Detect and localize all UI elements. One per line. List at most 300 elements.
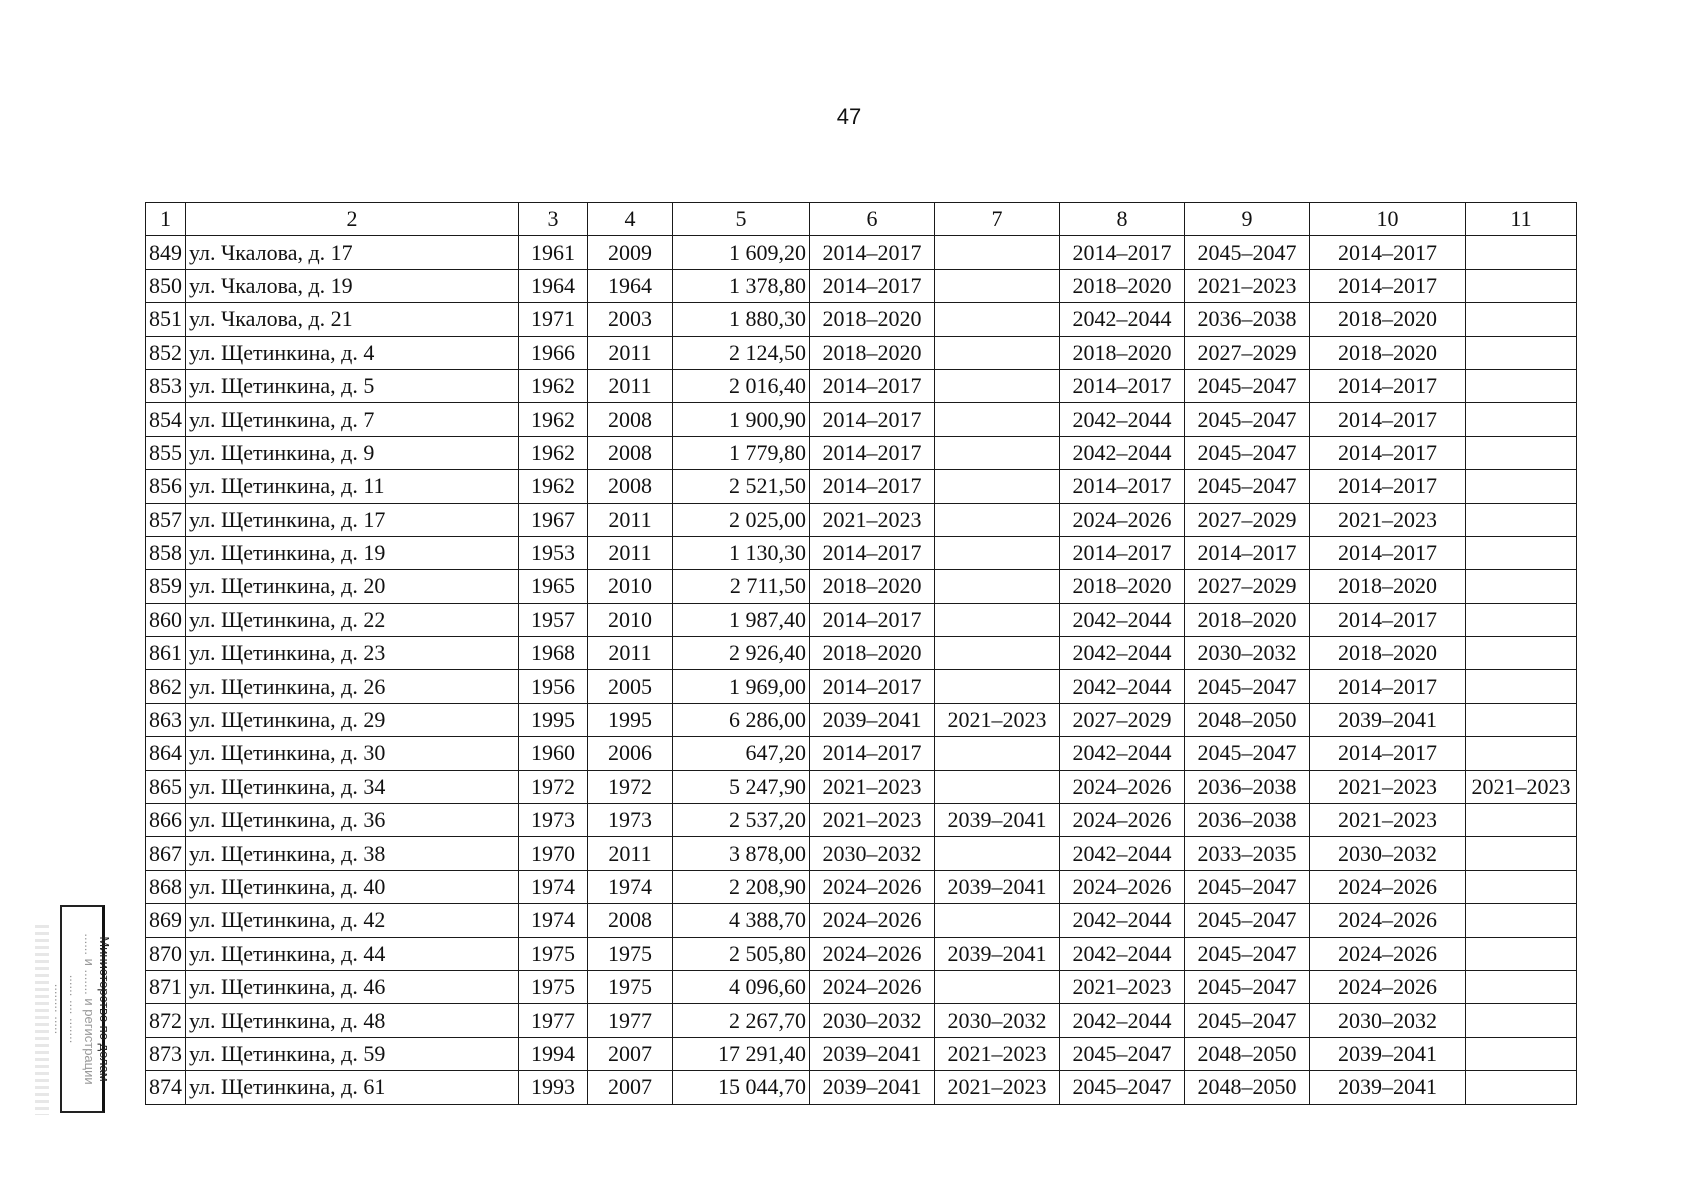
table-row bbox=[146, 303, 1577, 336]
cell-period-6: 2018–2020 bbox=[810, 637, 935, 670]
header-cell: 11 bbox=[1466, 203, 1577, 236]
cell-period-9: 2045–2047 bbox=[1185, 870, 1310, 903]
header-cell: 9 bbox=[1185, 203, 1310, 236]
cell-period-7: 2039–2041 bbox=[935, 937, 1060, 970]
cell-period-7 bbox=[935, 303, 1060, 336]
cell-period-10: 2014–2017 bbox=[1310, 470, 1466, 503]
cell-period-6: 2030–2032 bbox=[810, 1004, 935, 1037]
cell-period-8: 2024–2026 bbox=[1060, 870, 1185, 903]
table-row bbox=[146, 637, 1577, 670]
cell-row-number: 871 bbox=[146, 970, 186, 1003]
cell-row-number: 874 bbox=[146, 1071, 186, 1104]
cell-period-10: 2024–2026 bbox=[1310, 870, 1466, 903]
cell-period-9: 2045–2047 bbox=[1185, 737, 1310, 770]
cell-address: ул. Щетинкина, д. 40 bbox=[186, 870, 519, 903]
cell-period-10: 2039–2041 bbox=[1310, 1037, 1466, 1070]
cell-period-9: 2027–2029 bbox=[1185, 336, 1310, 369]
cell-repair-year: 2011 bbox=[588, 637, 673, 670]
cell-period-7 bbox=[935, 536, 1060, 569]
cell-period-9: 2045–2047 bbox=[1185, 970, 1310, 1003]
cell-period-11 bbox=[1466, 970, 1577, 1003]
cell-period-6: 2014–2017 bbox=[810, 603, 935, 636]
table-row bbox=[146, 403, 1577, 436]
cell-period-6: 2014–2017 bbox=[810, 403, 935, 436]
cell-period-6: 2014–2017 bbox=[810, 670, 935, 703]
cell-repair-year: 1975 bbox=[588, 970, 673, 1003]
cell-period-6: 2024–2026 bbox=[810, 937, 935, 970]
cell-build-year: 1956 bbox=[519, 670, 588, 703]
cell-period-7: 2039–2041 bbox=[935, 804, 1060, 837]
cell-period-11 bbox=[1466, 637, 1577, 670]
cell-period-8: 2018–2020 bbox=[1060, 336, 1185, 369]
cell-period-9: 2027–2029 bbox=[1185, 570, 1310, 603]
cell-period-9: 2045–2047 bbox=[1185, 937, 1310, 970]
cell-row-number: 863 bbox=[146, 703, 186, 736]
header-cell: 1 bbox=[146, 203, 186, 236]
cell-period-7 bbox=[935, 603, 1060, 636]
cell-address: ул. Щетинкина, д. 7 bbox=[186, 403, 519, 436]
cell-period-9: 2014–2017 bbox=[1185, 536, 1310, 569]
table-row bbox=[146, 470, 1577, 503]
cell-period-6: 2039–2041 bbox=[810, 703, 935, 736]
cell-area: 1 987,40 bbox=[673, 603, 810, 636]
cell-period-11 bbox=[1466, 470, 1577, 503]
cell-period-7 bbox=[935, 570, 1060, 603]
cell-period-11 bbox=[1466, 570, 1577, 603]
cell-period-10: 2014–2017 bbox=[1310, 737, 1466, 770]
table-row bbox=[146, 804, 1577, 837]
cell-period-11: 2021–2023 bbox=[1466, 770, 1577, 803]
cell-address: ул. Щетинкина, д. 11 bbox=[186, 470, 519, 503]
cell-area: 2 124,50 bbox=[673, 336, 810, 369]
cell-period-10: 2018–2020 bbox=[1310, 303, 1466, 336]
cell-repair-year: 2008 bbox=[588, 470, 673, 503]
cell-period-7 bbox=[935, 837, 1060, 870]
table-row bbox=[146, 737, 1577, 770]
cell-period-6: 2014–2017 bbox=[810, 436, 935, 469]
cell-period-9: 2036–2038 bbox=[1185, 303, 1310, 336]
cell-period-10: 2018–2020 bbox=[1310, 336, 1466, 369]
cell-period-7: 2030–2032 bbox=[935, 1004, 1060, 1037]
cell-period-8: 2042–2044 bbox=[1060, 1004, 1185, 1037]
cell-period-9: 2033–2035 bbox=[1185, 837, 1310, 870]
cell-build-year: 1974 bbox=[519, 870, 588, 903]
cell-area: 2 537,20 bbox=[673, 804, 810, 837]
cell-period-10: 2024–2026 bbox=[1310, 937, 1466, 970]
cell-row-number: 868 bbox=[146, 870, 186, 903]
cell-period-8: 2042–2044 bbox=[1060, 670, 1185, 703]
table-row bbox=[146, 503, 1577, 536]
table-row bbox=[146, 369, 1577, 402]
cell-period-6: 2024–2026 bbox=[810, 970, 935, 1003]
cell-area: 1 900,90 bbox=[673, 403, 810, 436]
cell-period-10: 2021–2023 bbox=[1310, 804, 1466, 837]
cell-period-6: 2018–2020 bbox=[810, 336, 935, 369]
cell-period-8: 2014–2017 bbox=[1060, 470, 1185, 503]
cell-row-number: 850 bbox=[146, 269, 186, 302]
cell-period-6: 2018–2020 bbox=[810, 570, 935, 603]
cell-period-8: 2014–2017 bbox=[1060, 236, 1185, 269]
cell-build-year: 1975 bbox=[519, 937, 588, 970]
cell-period-9: 2030–2032 bbox=[1185, 637, 1310, 670]
cell-area: 2 208,90 bbox=[673, 870, 810, 903]
cell-repair-year: 2008 bbox=[588, 403, 673, 436]
ministry-stamp bbox=[52, 905, 112, 1113]
header-cell: 8 bbox=[1060, 203, 1185, 236]
cell-period-6: 2021–2023 bbox=[810, 770, 935, 803]
cell-period-9: 2021–2023 bbox=[1185, 269, 1310, 302]
cell-area: 2 521,50 bbox=[673, 470, 810, 503]
cell-build-year: 1973 bbox=[519, 804, 588, 837]
cell-period-7 bbox=[935, 336, 1060, 369]
cell-period-7 bbox=[935, 470, 1060, 503]
cell-area: 3 878,00 bbox=[673, 837, 810, 870]
cell-period-9: 2036–2038 bbox=[1185, 804, 1310, 837]
cell-address: ул. Щетинкина, д. 29 bbox=[186, 703, 519, 736]
cell-period-11 bbox=[1466, 603, 1577, 636]
cell-build-year: 1962 bbox=[519, 369, 588, 402]
cell-period-7: 2039–2041 bbox=[935, 870, 1060, 903]
cell-address: ул. Щетинкина, д. 9 bbox=[186, 436, 519, 469]
cell-period-9: 2048–2050 bbox=[1185, 703, 1310, 736]
cell-repair-year: 2011 bbox=[588, 369, 673, 402]
cell-period-8: 2014–2017 bbox=[1060, 536, 1185, 569]
header-cell: 5 bbox=[673, 203, 810, 236]
cell-row-number: 855 bbox=[146, 436, 186, 469]
cell-repair-year: 1974 bbox=[588, 870, 673, 903]
cell-period-11 bbox=[1466, 303, 1577, 336]
cell-row-number: 853 bbox=[146, 369, 186, 402]
cell-period-7 bbox=[935, 904, 1060, 937]
table-row bbox=[146, 904, 1577, 937]
header-cell: 4 bbox=[588, 203, 673, 236]
cell-area: 4 096,60 bbox=[673, 970, 810, 1003]
cell-address: ул. Щетинкина, д. 36 bbox=[186, 804, 519, 837]
table-row bbox=[146, 770, 1577, 803]
cell-period-11 bbox=[1466, 336, 1577, 369]
table-row bbox=[146, 536, 1577, 569]
cell-address: ул. Чкалова, д. 21 bbox=[186, 303, 519, 336]
cell-address: ул. Щетинкина, д. 59 bbox=[186, 1037, 519, 1070]
cell-period-7 bbox=[935, 670, 1060, 703]
table-row bbox=[146, 336, 1577, 369]
table-row bbox=[146, 436, 1577, 469]
cell-period-8: 2042–2044 bbox=[1060, 637, 1185, 670]
cell-row-number: 858 bbox=[146, 536, 186, 569]
cell-period-11 bbox=[1466, 236, 1577, 269]
cell-row-number: 873 bbox=[146, 1037, 186, 1070]
cell-period-10: 2014–2017 bbox=[1310, 403, 1466, 436]
cell-address: ул. Чкалова, д. 19 bbox=[186, 269, 519, 302]
cell-period-11 bbox=[1466, 1004, 1577, 1037]
cell-row-number: 857 bbox=[146, 503, 186, 536]
cell-period-6: 2030–2032 bbox=[810, 837, 935, 870]
cell-period-10: 2024–2026 bbox=[1310, 904, 1466, 937]
cell-period-11 bbox=[1466, 837, 1577, 870]
cell-period-7 bbox=[935, 770, 1060, 803]
cell-area: 1 378,80 bbox=[673, 269, 810, 302]
cell-build-year: 1962 bbox=[519, 470, 588, 503]
table-header bbox=[146, 203, 1577, 236]
header-cell: 10 bbox=[1310, 203, 1466, 236]
cell-build-year: 1966 bbox=[519, 336, 588, 369]
cell-period-11 bbox=[1466, 269, 1577, 302]
cell-period-10: 2014–2017 bbox=[1310, 670, 1466, 703]
cell-build-year: 1995 bbox=[519, 703, 588, 736]
cell-row-number: 861 bbox=[146, 637, 186, 670]
table-row bbox=[146, 603, 1577, 636]
cell-repair-year: 2007 bbox=[588, 1071, 673, 1104]
cell-period-11 bbox=[1466, 670, 1577, 703]
cell-period-10: 2039–2041 bbox=[1310, 1071, 1466, 1104]
cell-period-7 bbox=[935, 369, 1060, 402]
cell-area: 647,20 bbox=[673, 737, 810, 770]
cell-address: ул. Щетинкина, д. 22 bbox=[186, 603, 519, 636]
cell-period-9: 2045–2047 bbox=[1185, 436, 1310, 469]
cell-address: ул. Щетинкина, д. 19 bbox=[186, 536, 519, 569]
cell-area: 1 130,30 bbox=[673, 536, 810, 569]
cell-period-8: 2042–2044 bbox=[1060, 737, 1185, 770]
cell-build-year: 1962 bbox=[519, 403, 588, 436]
cell-period-10: 2014–2017 bbox=[1310, 436, 1466, 469]
cell-period-11 bbox=[1466, 804, 1577, 837]
cell-period-10: 2018–2020 bbox=[1310, 570, 1466, 603]
cell-repair-year: 1977 bbox=[588, 1004, 673, 1037]
cell-period-10: 2014–2017 bbox=[1310, 369, 1466, 402]
cell-period-8: 2042–2044 bbox=[1060, 436, 1185, 469]
cell-period-8: 2042–2044 bbox=[1060, 603, 1185, 636]
table-row bbox=[146, 870, 1577, 903]
cell-build-year: 1974 bbox=[519, 904, 588, 937]
cell-repair-year: 2011 bbox=[588, 336, 673, 369]
cell-address: ул. Щетинкина, д. 20 bbox=[186, 570, 519, 603]
cell-repair-year: 2003 bbox=[588, 303, 673, 336]
cell-period-8: 2042–2044 bbox=[1060, 403, 1185, 436]
header-cell: 2 bbox=[186, 203, 519, 236]
cell-row-number: 856 bbox=[146, 470, 186, 503]
cell-period-8: 2027–2029 bbox=[1060, 703, 1185, 736]
cell-address: ул. Щетинкина, д. 26 bbox=[186, 670, 519, 703]
cell-area: 17 291,40 bbox=[673, 1037, 810, 1070]
table-body bbox=[146, 236, 1577, 1104]
cell-repair-year: 2010 bbox=[588, 603, 673, 636]
cell-period-6: 2021–2023 bbox=[810, 503, 935, 536]
cell-period-11 bbox=[1466, 536, 1577, 569]
cell-period-9: 2048–2050 bbox=[1185, 1071, 1310, 1104]
cell-area: 1 880,30 bbox=[673, 303, 810, 336]
cell-build-year: 1967 bbox=[519, 503, 588, 536]
cell-build-year: 1962 bbox=[519, 436, 588, 469]
cell-period-9: 2045–2047 bbox=[1185, 403, 1310, 436]
cell-period-11 bbox=[1466, 1037, 1577, 1070]
page-number: 47 bbox=[836, 104, 862, 129]
cell-period-7 bbox=[935, 236, 1060, 269]
cell-period-6: 2039–2041 bbox=[810, 1037, 935, 1070]
cell-build-year: 1957 bbox=[519, 603, 588, 636]
cell-repair-year: 2011 bbox=[588, 536, 673, 569]
cell-area: 2 926,40 bbox=[673, 637, 810, 670]
cell-repair-year: 2011 bbox=[588, 503, 673, 536]
cell-period-9: 2027–2029 bbox=[1185, 503, 1310, 536]
cell-period-10: 2014–2017 bbox=[1310, 536, 1466, 569]
cell-address: ул. Щетинкина, д. 38 bbox=[186, 837, 519, 870]
cell-period-7 bbox=[935, 737, 1060, 770]
cell-period-8: 2045–2047 bbox=[1060, 1037, 1185, 1070]
cell-period-8: 2018–2020 bbox=[1060, 570, 1185, 603]
cell-period-6: 2024–2026 bbox=[810, 870, 935, 903]
cell-build-year: 1975 bbox=[519, 970, 588, 1003]
table-row bbox=[146, 703, 1577, 736]
stamp-line: ...... и ....... и регистрации bbox=[82, 933, 97, 1085]
cell-repair-year: 2011 bbox=[588, 837, 673, 870]
table-row bbox=[146, 269, 1577, 302]
cell-repair-year: 2008 bbox=[588, 436, 673, 469]
cell-period-8: 2018–2020 bbox=[1060, 269, 1185, 302]
cell-build-year: 1953 bbox=[519, 536, 588, 569]
cell-address: ул. Щетинкина, д. 23 bbox=[186, 637, 519, 670]
cell-repair-year: 1975 bbox=[588, 937, 673, 970]
cell-row-number: 870 bbox=[146, 937, 186, 970]
cell-repair-year: 1972 bbox=[588, 770, 673, 803]
cell-period-11 bbox=[1466, 870, 1577, 903]
cell-period-6: 2014–2017 bbox=[810, 269, 935, 302]
cell-period-8: 2014–2017 bbox=[1060, 369, 1185, 402]
cell-address: ул. Щетинкина, д. 34 bbox=[186, 770, 519, 803]
cell-repair-year: 1973 bbox=[588, 804, 673, 837]
cell-period-6: 2014–2017 bbox=[810, 236, 935, 269]
cell-address: ул. Щетинкина, д. 5 bbox=[186, 369, 519, 402]
table-row bbox=[146, 570, 1577, 603]
cell-row-number: 859 bbox=[146, 570, 186, 603]
cell-repair-year: 2010 bbox=[588, 570, 673, 603]
table-row bbox=[146, 937, 1577, 970]
cell-period-8: 2045–2047 bbox=[1060, 1071, 1185, 1104]
cell-build-year: 1970 bbox=[519, 837, 588, 870]
cell-period-11 bbox=[1466, 937, 1577, 970]
cell-period-7 bbox=[935, 970, 1060, 1003]
cell-row-number: 872 bbox=[146, 1004, 186, 1037]
stamp-text bbox=[52, 905, 112, 1113]
cell-repair-year: 2006 bbox=[588, 737, 673, 770]
cell-repair-year: 1964 bbox=[588, 269, 673, 302]
cell-period-8: 2024–2026 bbox=[1060, 770, 1185, 803]
cell-row-number: 869 bbox=[146, 904, 186, 937]
cell-area: 2 505,80 bbox=[673, 937, 810, 970]
cell-period-10: 2014–2017 bbox=[1310, 236, 1466, 269]
cell-period-7 bbox=[935, 269, 1060, 302]
cell-build-year: 1972 bbox=[519, 770, 588, 803]
cell-period-7 bbox=[935, 403, 1060, 436]
cell-period-11 bbox=[1466, 703, 1577, 736]
cell-period-7 bbox=[935, 436, 1060, 469]
cell-build-year: 1994 bbox=[519, 1037, 588, 1070]
cell-period-9: 2045–2047 bbox=[1185, 236, 1310, 269]
cell-row-number: 851 bbox=[146, 303, 186, 336]
header-cell: 6 bbox=[810, 203, 935, 236]
stamp-line: Министерство по делам bbox=[97, 936, 112, 1082]
cell-period-10: 2030–2032 bbox=[1310, 1004, 1466, 1037]
cell-row-number: 852 bbox=[146, 336, 186, 369]
cell-period-10: 2018–2020 bbox=[1310, 637, 1466, 670]
cell-period-6: 2039–2041 bbox=[810, 1071, 935, 1104]
cell-area: 2 016,40 bbox=[673, 369, 810, 402]
cell-address: ул. Щетинкина, д. 46 bbox=[186, 970, 519, 1003]
cell-period-10: 2014–2017 bbox=[1310, 603, 1466, 636]
cell-period-11 bbox=[1466, 1071, 1577, 1104]
cell-period-8: 2042–2044 bbox=[1060, 904, 1185, 937]
table-row bbox=[146, 1037, 1577, 1070]
cell-period-7: 2021–2023 bbox=[935, 703, 1060, 736]
cell-period-10: 2014–2017 bbox=[1310, 269, 1466, 302]
cell-area: 15 044,70 bbox=[673, 1071, 810, 1104]
cell-period-7: 2021–2023 bbox=[935, 1071, 1060, 1104]
table-row bbox=[146, 970, 1577, 1003]
cell-repair-year: 1995 bbox=[588, 703, 673, 736]
cell-period-11 bbox=[1466, 904, 1577, 937]
cell-build-year: 1961 bbox=[519, 236, 588, 269]
cell-row-number: 849 bbox=[146, 236, 186, 269]
cell-area: 1 969,00 bbox=[673, 670, 810, 703]
header-row bbox=[146, 203, 1577, 236]
cell-period-6: 2014–2017 bbox=[810, 737, 935, 770]
cell-row-number: 860 bbox=[146, 603, 186, 636]
cell-build-year: 1964 bbox=[519, 269, 588, 302]
cell-address: ул. Щетинкина, д. 48 bbox=[186, 1004, 519, 1037]
cell-period-9: 2018–2020 bbox=[1185, 603, 1310, 636]
cell-repair-year: 2009 bbox=[588, 236, 673, 269]
cell-period-11 bbox=[1466, 436, 1577, 469]
cell-address: ул. Щетинкина, д. 30 bbox=[186, 737, 519, 770]
stamp-line: ........ ..... bbox=[52, 983, 67, 1035]
cell-address: ул. Щетинкина, д. 42 bbox=[186, 904, 519, 937]
cell-area: 2 025,00 bbox=[673, 503, 810, 536]
cell-period-8: 2024–2026 bbox=[1060, 804, 1185, 837]
cell-area: 4 388,70 bbox=[673, 904, 810, 937]
table-row bbox=[146, 236, 1577, 269]
cell-period-7: 2021–2023 bbox=[935, 1037, 1060, 1070]
cell-period-8: 2042–2044 bbox=[1060, 937, 1185, 970]
cell-period-6: 2014–2017 bbox=[810, 369, 935, 402]
cell-address: ул. Щетинкина, д. 61 bbox=[186, 1071, 519, 1104]
cell-area: 1 779,80 bbox=[673, 436, 810, 469]
header-cell: 3 bbox=[519, 203, 588, 236]
cell-period-10: 2021–2023 bbox=[1310, 770, 1466, 803]
cell-build-year: 1965 bbox=[519, 570, 588, 603]
cell-repair-year: 2007 bbox=[588, 1037, 673, 1070]
cell-period-11 bbox=[1466, 403, 1577, 436]
header-cell: 7 bbox=[935, 203, 1060, 236]
cell-row-number: 862 bbox=[146, 670, 186, 703]
cell-period-9: 2036–2038 bbox=[1185, 770, 1310, 803]
table-row bbox=[146, 1004, 1577, 1037]
cell-build-year: 1977 bbox=[519, 1004, 588, 1037]
cell-row-number: 854 bbox=[146, 403, 186, 436]
stamp-line: ...... .... ....... bbox=[67, 974, 82, 1044]
cell-period-9: 2045–2047 bbox=[1185, 369, 1310, 402]
cell-build-year: 1960 bbox=[519, 737, 588, 770]
cell-period-11 bbox=[1466, 737, 1577, 770]
cell-period-10: 2039–2041 bbox=[1310, 703, 1466, 736]
cell-build-year: 1968 bbox=[519, 637, 588, 670]
cell-row-number: 866 bbox=[146, 804, 186, 837]
cell-period-6: 2014–2017 bbox=[810, 470, 935, 503]
cell-period-10: 2021–2023 bbox=[1310, 503, 1466, 536]
cell-period-9: 2045–2047 bbox=[1185, 904, 1310, 937]
cell-address: ул. Щетинкина, д. 44 bbox=[186, 937, 519, 970]
cell-period-11 bbox=[1466, 503, 1577, 536]
cell-row-number: 865 bbox=[146, 770, 186, 803]
cell-period-8: 2024–2026 bbox=[1060, 503, 1185, 536]
